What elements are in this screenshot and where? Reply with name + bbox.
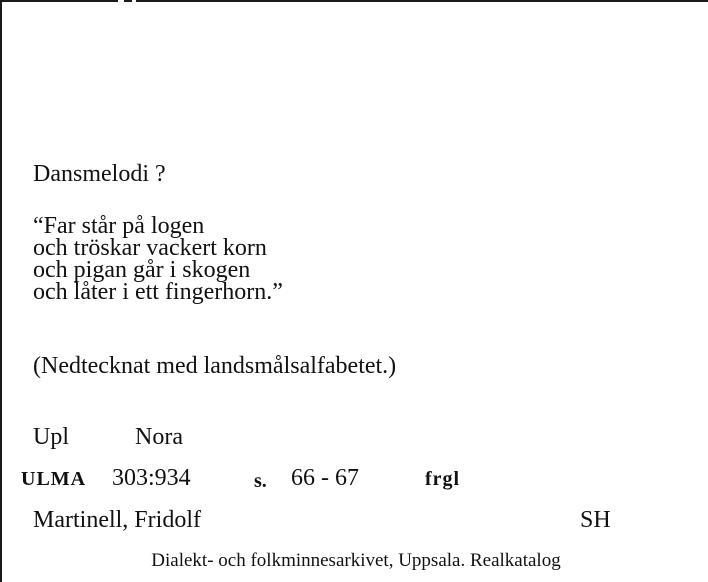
genre-code: frgl (425, 468, 461, 490)
verse-block (33, 215, 283, 303)
card-footer (0, 549, 708, 573)
footer-text: Dialekt- och folkminnesarkivet, Uppsala. Realkatalog (151, 550, 561, 571)
region-label: Upl (33, 424, 69, 450)
transcription-note: (Nedtecknat med landsmålsalfabetet.) (33, 353, 397, 379)
pages-value: 66 - 67 (291, 465, 359, 491)
verse-line: “Far står på logen (33, 213, 205, 239)
archive-label: ULMA (21, 468, 87, 490)
verse-line: och tröskar vackert korn (33, 235, 267, 261)
card-top-border (0, 0, 708, 2)
archivist-initials: SH (580, 507, 611, 533)
archive-number: 303:934 (112, 465, 191, 491)
collector-name: Martinell, Fridolf (33, 507, 201, 533)
verse-line: och pigan går i skogen (33, 257, 251, 283)
verse-line: och låter i ett fingerhorn.” (33, 279, 283, 305)
pages-label: s. (254, 470, 267, 492)
parish-label: Nora (135, 424, 183, 450)
card-left-border (0, 0, 2, 582)
card-title: Dansmelodi ? (33, 161, 166, 187)
card-top-border-tick (124, 0, 132, 2)
